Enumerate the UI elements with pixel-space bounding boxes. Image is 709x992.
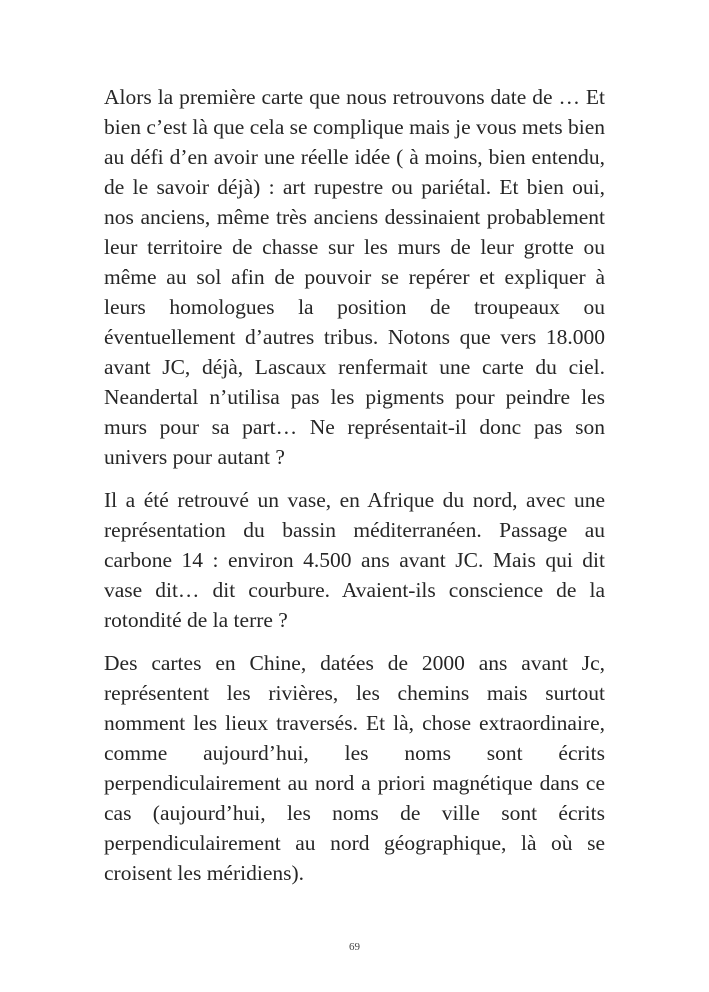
paragraph-north-africa-vase: Il a été retrouvé un vase, en Afrique du nord, avec une représentation du bassin méditerranéen. Passage au carbone 14 : environ 4.500 ans avant JC. Mais qui dit vase dit… dit courbure. Avaient-ils conscience de la rotondité de la terre ? (104, 488, 605, 632)
paragraph-prehistoric-maps: Alors la première carte que nous retrouvons date de … Et bien c’est là que cela se complique mais je vous mets bien au défi d’en avoir une réelle idée ( à moins, bien entendu, de le savoir déjà) : art rupestre ou pariétal. Et bien oui, nos anciens, même très anciens dessinaient probablement leur territoire de chasse sur les murs de leur grotte ou même au sol afin de pouvoir se repérer et expliquer à leurs homologues la position de troupeaux ou éventuellement d’autres tribus. Notons que vers 18.000 avant JC, déjà, Lascaux renfermait une carte du ciel. Neandertal n’utilisa pas les pigments pour peindre les murs pour sa part… Ne représentait-il donc pas son univers pour autant ? (104, 85, 605, 469)
page-number: 69 (349, 941, 360, 953)
page-body (104, 82, 605, 888)
paragraph-chinese-maps: Des cartes en Chine, datées de 2000 ans avant Jc, représentent les rivières, les chemins mais surtout nomment les lieux traversés. Et là, chose extraordinaire, comme aujourd’hui, les noms sont écrits perpendiculairement au nord a priori magnétique dans ce cas (aujourd’hui, les noms de ville sont écrits perpendiculairement au nord géographique, là où se croisent les méridiens). (104, 651, 605, 885)
